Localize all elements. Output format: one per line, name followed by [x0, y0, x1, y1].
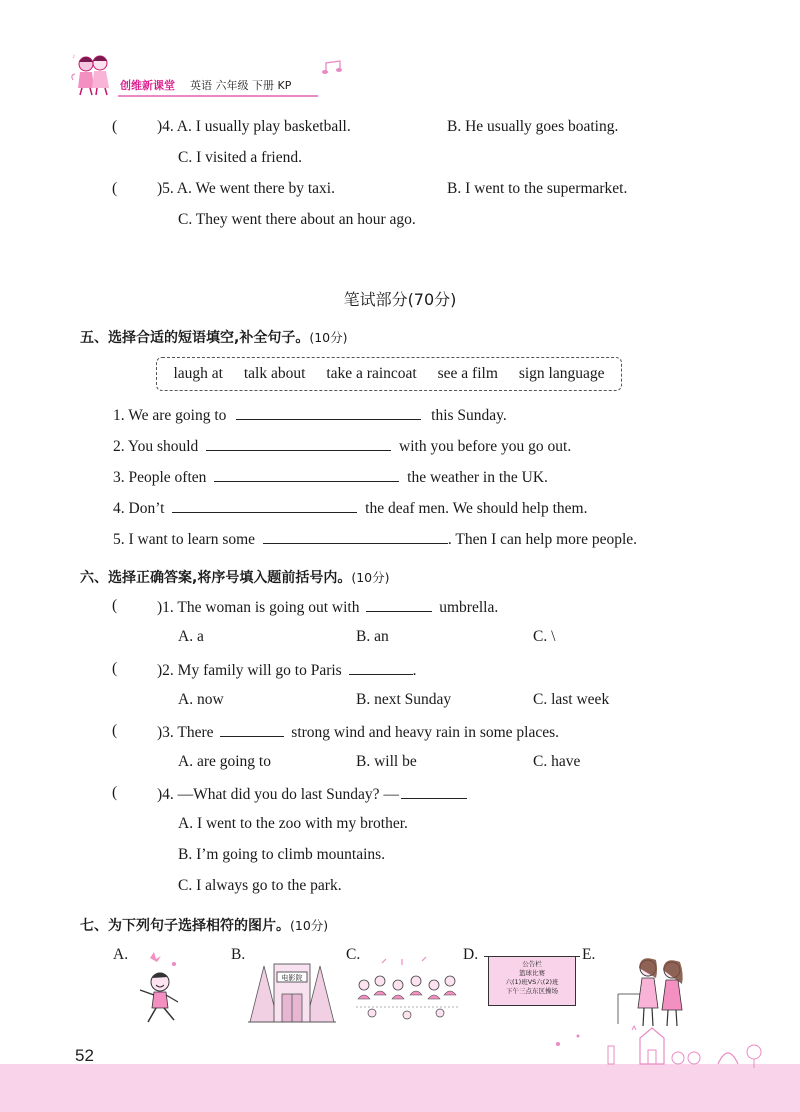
- mc-q3-option-a: A. are going to: [178, 753, 271, 770]
- page-number: 52: [75, 1046, 94, 1065]
- answer-blank[interactable]: [172, 498, 357, 513]
- word-bank-item: take a raincoat: [326, 365, 417, 382]
- notice-board-top-rule: [484, 956, 580, 958]
- answer-paren[interactable]: (: [112, 722, 118, 739]
- fill-sentence-3: [113, 467, 548, 487]
- section6-heading-text: 六、选择正确答案,将序号填入题前括号内。: [80, 570, 352, 586]
- question-tail: umbrella.: [439, 599, 499, 616]
- notice-title: 公告栏: [522, 960, 542, 968]
- mc-q3-stem: [157, 722, 559, 742]
- mc-q4-option-a: A. I went to the zoo with my brother.: [178, 815, 408, 832]
- mc-q4-option-c: C. I always go to the park.: [178, 877, 342, 894]
- word-bank-item: see a film: [437, 365, 498, 382]
- cinema-building-icon: [244, 950, 340, 1026]
- word-bank-item: talk about: [243, 365, 306, 382]
- mc-q1-option-b: B. an: [356, 628, 389, 645]
- notice-board: [488, 956, 576, 1006]
- sentence-start: 2. You should: [113, 438, 199, 455]
- sentence-end: with you before you go out.: [399, 438, 572, 455]
- mc-q3-option-c: C. have: [533, 753, 581, 770]
- sentence-start: 5. I want to learn some: [113, 531, 256, 548]
- sentence-end: the deaf men. We should help them.: [365, 500, 588, 517]
- book-info: 英语 六年级 下册 KP: [190, 79, 292, 92]
- notice-line: 下午三点东区操场: [506, 987, 558, 995]
- answer-paren[interactable]: (: [112, 660, 118, 677]
- music-note-icon: [322, 60, 348, 76]
- fill-sentence-1: [113, 405, 507, 425]
- mc-q2-option-c: C. last week: [533, 691, 610, 708]
- answer-blank[interactable]: [263, 529, 448, 544]
- sentence-end: the weather in the UK.: [407, 469, 548, 486]
- svg-text:♪: ♪: [72, 52, 76, 60]
- section7-heading: [80, 915, 328, 935]
- mc-q4-option-b: B. I’m going to climb mountains.: [178, 846, 386, 863]
- sentence-start: 3. People often: [113, 469, 207, 486]
- written-section-title: 笔试部分(70分): [343, 290, 457, 309]
- word-bank-item: laugh at: [173, 365, 223, 382]
- crowd-people-icon: [352, 955, 462, 1025]
- section5-heading-text: 五、选择合适的短语填空,补全句子。: [80, 330, 310, 346]
- mc-q1-stem: [157, 597, 498, 617]
- castle-decoration-icon: [548, 1024, 778, 1068]
- section6-heading: [80, 567, 390, 587]
- notice-line: 六(1)班VS六(2)班: [505, 978, 559, 986]
- answer-blank[interactable]: [366, 597, 432, 612]
- notice-line: 篮球比赛: [519, 969, 545, 977]
- listen-q5-a: )5. A. We went there by taxi.: [157, 180, 335, 197]
- fill-sentence-5: [113, 529, 637, 549]
- question-tail: strong wind and heavy rain in some places.: [291, 724, 560, 741]
- mc-q2-option-a: A. now: [178, 691, 224, 708]
- listen-q4-b: B. He usually goes boating.: [447, 118, 619, 135]
- word-bank: [156, 357, 622, 391]
- cinema-sign-text: 电影院: [281, 974, 303, 982]
- picture-label-d: D.: [463, 946, 479, 963]
- picture-label-a: A.: [113, 946, 129, 963]
- section5-points: (10分): [309, 330, 348, 345]
- mc-q1-option-a: A. a: [178, 628, 204, 645]
- answer-blank[interactable]: [349, 660, 413, 675]
- listen-q5-b: B. I went to the supermarket.: [447, 180, 628, 197]
- question-tail: .: [412, 662, 417, 679]
- picture-label-b: B.: [231, 946, 246, 963]
- section5-heading: [80, 327, 348, 347]
- mc-q1-option-c: C. \: [533, 628, 556, 645]
- answer-blank[interactable]: [214, 467, 399, 482]
- two-girls-icon: [612, 950, 692, 1028]
- header-rule: [118, 95, 318, 97]
- question-text: )4. —What did you do last Sunday? —: [157, 786, 399, 803]
- word-bank-item: sign language: [518, 365, 605, 382]
- mc-q4-stem: [157, 784, 467, 804]
- question-text: )2. My family will go to Paris: [157, 662, 342, 679]
- footer-band: [0, 1064, 800, 1112]
- sentence-end: this Sunday.: [431, 407, 507, 424]
- kids-logo-icon: [70, 50, 118, 96]
- laughing-boy-icon: [130, 950, 200, 1028]
- section6-points: (10分): [351, 570, 390, 585]
- picture-label-c: C.: [346, 946, 361, 963]
- sentence-start: 4. Don’t: [113, 500, 165, 517]
- mc-q2-stem: [157, 660, 416, 680]
- question-text: )1. The woman is going out with: [157, 599, 360, 616]
- question-text: )3. There: [157, 724, 214, 741]
- answer-blank[interactable]: [236, 405, 421, 420]
- listen-q4-c: C. I visited a friend.: [178, 149, 302, 166]
- sentence-start: 1. We are going to: [113, 407, 227, 424]
- picture-label-e: E.: [582, 946, 596, 963]
- listen-q4-a: )4. A. I usually play basketball.: [157, 118, 351, 135]
- mc-q2-option-b: B. next Sunday: [356, 691, 452, 708]
- series-title: 创维新课堂: [120, 79, 175, 92]
- answer-blank[interactable]: [206, 436, 391, 451]
- listen-q5-c: C. They went there about an hour ago.: [178, 211, 416, 228]
- answer-blank[interactable]: [220, 722, 284, 737]
- mc-q3-option-b: B. will be: [356, 753, 417, 770]
- answer-blank[interactable]: [401, 784, 467, 799]
- sentence-end: . Then I can help more people.: [447, 531, 638, 548]
- fill-sentence-2: [113, 436, 571, 456]
- answer-paren[interactable]: (: [112, 784, 118, 801]
- answer-paren[interactable]: (: [112, 180, 118, 197]
- answer-paren[interactable]: (: [112, 118, 118, 135]
- fill-sentence-4: [113, 498, 587, 518]
- section7-points: (10分): [290, 918, 329, 933]
- section7-heading-text: 七、为下列句子选择相符的图片。: [80, 918, 290, 934]
- answer-paren[interactable]: (: [112, 597, 118, 614]
